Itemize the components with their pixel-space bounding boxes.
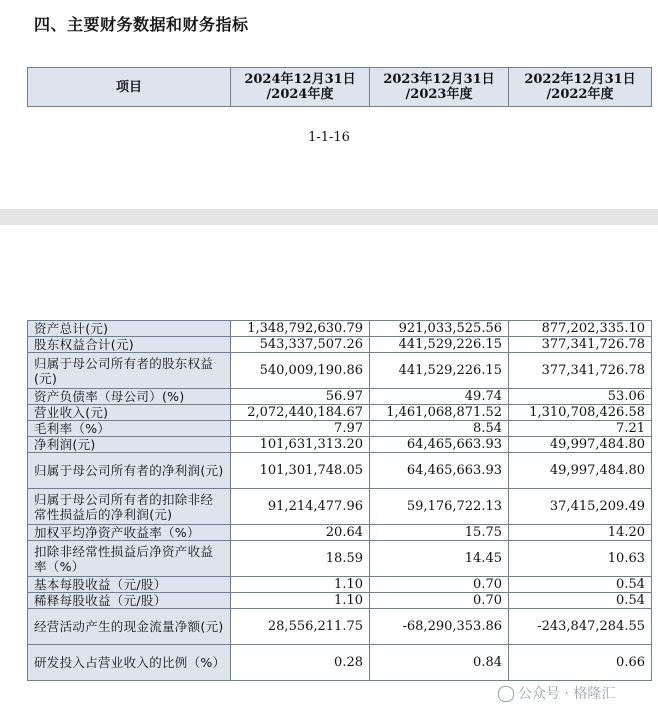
table-row [28,525,652,541]
row-label: 扣除非经常性损益后净资产收益率（%） [28,541,231,577]
table-header [27,67,652,107]
value-2022: 37,415,209.49 [509,489,652,525]
row-label: 研发投入占营业收入的比例（%） [28,645,231,681]
value-2022: 0.54 [509,593,652,609]
table-row [28,405,652,421]
table-row [28,353,652,389]
value-2023: 1,461,068,871.52 [370,405,509,421]
value-2024: 543,337,507.26 [231,337,370,353]
value-2022: 1,310,708,426.58 [509,405,652,421]
value-2023: 441,529,226.15 [370,353,509,389]
value-2023: 49.74 [370,389,509,405]
header-col-2023 [370,68,509,107]
value-2024: 0.28 [231,645,370,681]
value-2023: 64,465,663.93 [370,453,509,489]
financial-table [27,320,652,681]
table-row [28,389,652,405]
row-label: 净利润(元) [28,437,231,453]
section-heading: 四、主要财务数据和财务指标 [34,15,249,34]
value-2022: 49,997,484.80 [509,437,652,453]
value-2024: 20.64 [231,525,370,541]
value-2023: 64,465,663.93 [370,437,509,453]
header-col-2023-line1: 2023年12月31日 [383,72,495,87]
value-2024: 540,009,190.86 [231,353,370,389]
value-2024: 28,556,211.75 [231,609,370,645]
header-col-2023-line2: /2023年度 [405,87,473,102]
row-label: 归属于母公司所有者的净利润(元) [28,453,231,489]
value-2024: 1,348,792,630.79 [231,321,370,337]
value-2024: 18.59 [231,541,370,577]
value-2023: 0.84 [370,645,509,681]
value-2022: 377,341,726.78 [509,337,652,353]
row-label: 毛利率（%） [28,421,231,437]
value-2024: 91,214,477.96 [231,489,370,525]
wechat-icon [498,686,514,702]
row-label: 营业收入(元) [28,405,231,421]
table-row [28,437,652,453]
header-col-2024-line1: 2024年12月31日 [244,72,356,87]
row-label: 基本每股收益（元/股） [28,577,231,593]
table-row [28,337,652,353]
value-2024: 1.10 [231,593,370,609]
header-col-2022-line2: /2022年度 [546,87,614,102]
header-col-2024 [231,68,370,107]
value-2022: 10.63 [509,541,652,577]
row-label: 稀释每股收益（元/股） [28,593,231,609]
page-break [0,209,658,225]
table-row [28,321,652,337]
watermark [498,683,615,703]
header-col-2024-line2: /2024年度 [266,87,334,102]
table-row [28,609,652,645]
value-2024: 1.10 [231,577,370,593]
header-col-2022 [509,68,652,107]
value-2022: 7.21 [509,421,652,437]
table-row [28,453,652,489]
table-row [28,593,652,609]
row-label: 资产总计(元) [28,321,231,337]
value-2024: 56.97 [231,389,370,405]
table-row [28,489,652,525]
row-label: 加权平均净资产收益率（%） [28,525,231,541]
value-2023: 0.70 [370,593,509,609]
value-2022: 877,202,335.10 [509,321,652,337]
value-2024: 7.97 [231,421,370,437]
table-row [28,421,652,437]
value-2023: 0.70 [370,577,509,593]
value-2022: 53.06 [509,389,652,405]
header-col-2022-line1: 2022年12月31日 [524,72,636,87]
header-item: 项目 [28,68,231,107]
value-2022: 377,341,726.78 [509,353,652,389]
value-2022: 14.20 [509,525,652,541]
value-2023: 59,176,722.13 [370,489,509,525]
value-2024: 101,631,313.20 [231,437,370,453]
value-2023: 8.54 [370,421,509,437]
value-2022: -243,847,284.55 [509,609,652,645]
value-2022: 49,997,484.80 [509,453,652,489]
value-2023: 14.45 [370,541,509,577]
row-label: 资产负债率（母公司）(%) [28,389,231,405]
value-2023: 441,529,226.15 [370,337,509,353]
table-row [28,577,652,593]
row-label: 归属于母公司所有者的股东权益(元) [28,353,231,389]
value-2022: 0.54 [509,577,652,593]
value-2022: 0.66 [509,645,652,681]
value-2024: 2,072,440,184.67 [231,405,370,421]
page-number: 1-1-16 [308,130,350,145]
watermark-text: 公众号 · 格隆汇 [518,686,616,702]
value-2023: -68,290,353.86 [370,609,509,645]
table-row [28,541,652,577]
table-row [28,645,652,681]
row-label: 经营活动产生的现金流量净额(元) [28,609,231,645]
value-2023: 921,033,525.56 [370,321,509,337]
row-label: 归属于母公司所有者的扣除非经常性损益后的净利润(元) [28,489,231,525]
value-2024: 101,301,748.05 [231,453,370,489]
value-2023: 15.75 [370,525,509,541]
row-label: 股东权益合计(元) [28,337,231,353]
